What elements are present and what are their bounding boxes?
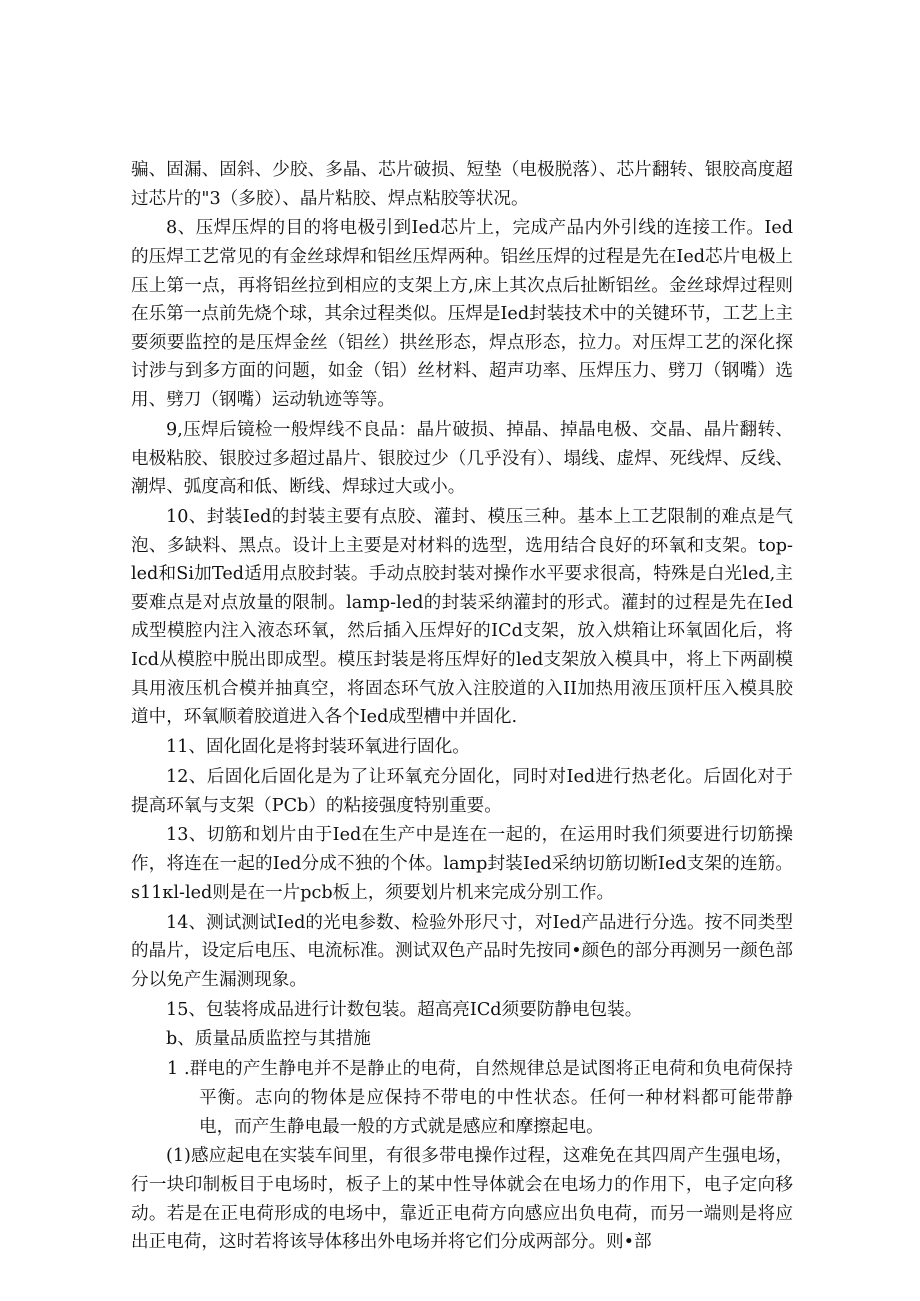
document-body [131, 156, 793, 1258]
paragraph-11-curing: 11、固化固化是将封装环氧进行固化。 [166, 737, 470, 758]
paragraph-14-testing: 14、测试测试Ied的光电参数、检验外形尺寸，对Ied产品进行分选。按不同类型的晶片，设定后电压、电流标准。测试双色产品时先按同•颜色的部分再测另一颜色部分以免产生漏测现象。 [131, 912, 793, 990]
paragraph-13-trimming-dicing: 13、切筋和划片由于Ied在生产中是连在一起的，在运用时我们须要进行切筋操作，将连在一起的Ied分成不独的个体。lamp封装Ied采纳切筋切断Ied支架的连筋。s11κl-led则是在一片pcb板上，须要划片机来完成分别工作。 [131, 825, 793, 903]
paragraph-15-packaging: 15、包装将成品进行计数包装。超高亮ICd须要防静电包装。 [166, 999, 643, 1020]
section-heading-quality-control: b、质量品质监控与其措施 [166, 1029, 371, 1050]
paragraph-10-encapsulation: 10、封装Ied的封装主要有点胶、灌封、模压三种。基本上工艺限制的难点是气泡、多缺料、黑点。设计上主要是对材料的选型，选用结合良好的环氧和支架。top-led和Si加Ted适用点胶封装。手动点胶封装对操作水平要求很高，特殊是白光led,主要难点是对点放量的限制。lamp-led的封装采纳灌封的形式。灌封的过程是先在Ied成型模腔内注入液态环氧，然后插入压焊好的ICd支架，放入烘箱让环氧固化后，将Icd从模腔中脱出即成型。模压封装是将压焊好的led支架放入模具中，将上下两副模具用液压机合模并抽真空，将固态环气放入注胶道的入II加热用液压顶杆压入模具胶道中，环氧顺着胶道进入各个Ied成型槽中并固化. [131, 507, 793, 728]
list-item-1-static-generation: 1 .群电的产生静电并不是静止的电荷，自然规律总是试图将正电荷和负电荷保持平衡。志向的物体是应保持不带电的中性状态。任何一种材料都可能带静电，而产生静电最一般的方式就是感应和摩擦起电。 [167, 1059, 793, 1137]
paragraph-8-wire-bonding: 8、压焊压焊的目的将电极引到Ied芯片上，完成产品内外引线的连接工作。Ied的压焊工艺常见的有金丝球焊和铝丝压焊两种。铝丝压焊的过程是先在Ied芯片电极上压上第一点，再将铝丝拉到相应的支架上方,床上其次点后扯断铝丝。金丝球焊过程则在乐第一点前先烧个球，其余过程类似。压焊是Ied封装技术中的关键环节，工艺上主要须要监控的是压焊金丝（铝丝）拱丝形态，焊点形态，拉力。对压焊工艺的深化探讨涉与到多方面的问题，如金（铝）丝材料、超声功率、压焊压力、劈刀（钢嘴）选用、劈刀（钢嘴）运动轨迹等等。 [131, 218, 794, 411]
paragraph-induction-charging: (1)感应起电在实装车间里，有很多带电操作过程，这难免在其四周产生强电场，行一块印制板目于电场时，板子上的某中性导体就会在电场力的作用下，电子定向移动。若是在正电荷形成的电场中，靠近正电荷方向感应出负电荷，而另一端则是将应出正电荷，这时若将该导体移出外电场并将它们分成两部分。则•部 [131, 1146, 793, 1253]
paragraph-continued-defects: 骗、固漏、固斜、少胶、多晶、芯片破损、短垫（电极脱落）、芯片翻转、银胶高度超过芯片的"3（多胶）、晶片粘胶、焊点粘胶等状况。 [131, 160, 793, 209]
paragraph-12-post-curing: 12、后固化后固化是为了让环氧充分固化，同时对Ied进行热老化。后固化对于提高环氧与支架（PCb）的粘接强度特别重要。 [131, 766, 793, 816]
paragraph-9-post-bond-inspection: 9,压焊后镜检一般焊线不良品：晶片破损、掉晶、掉晶电极、交晶、晶片翻转、电极粘胶、银胶过多超过晶片、银胶过少（几乎没有）、塌线、虚焊、死线焊、反线、潮焊、弧度高和低、断线、焊球过大或小。 [131, 419, 793, 498]
